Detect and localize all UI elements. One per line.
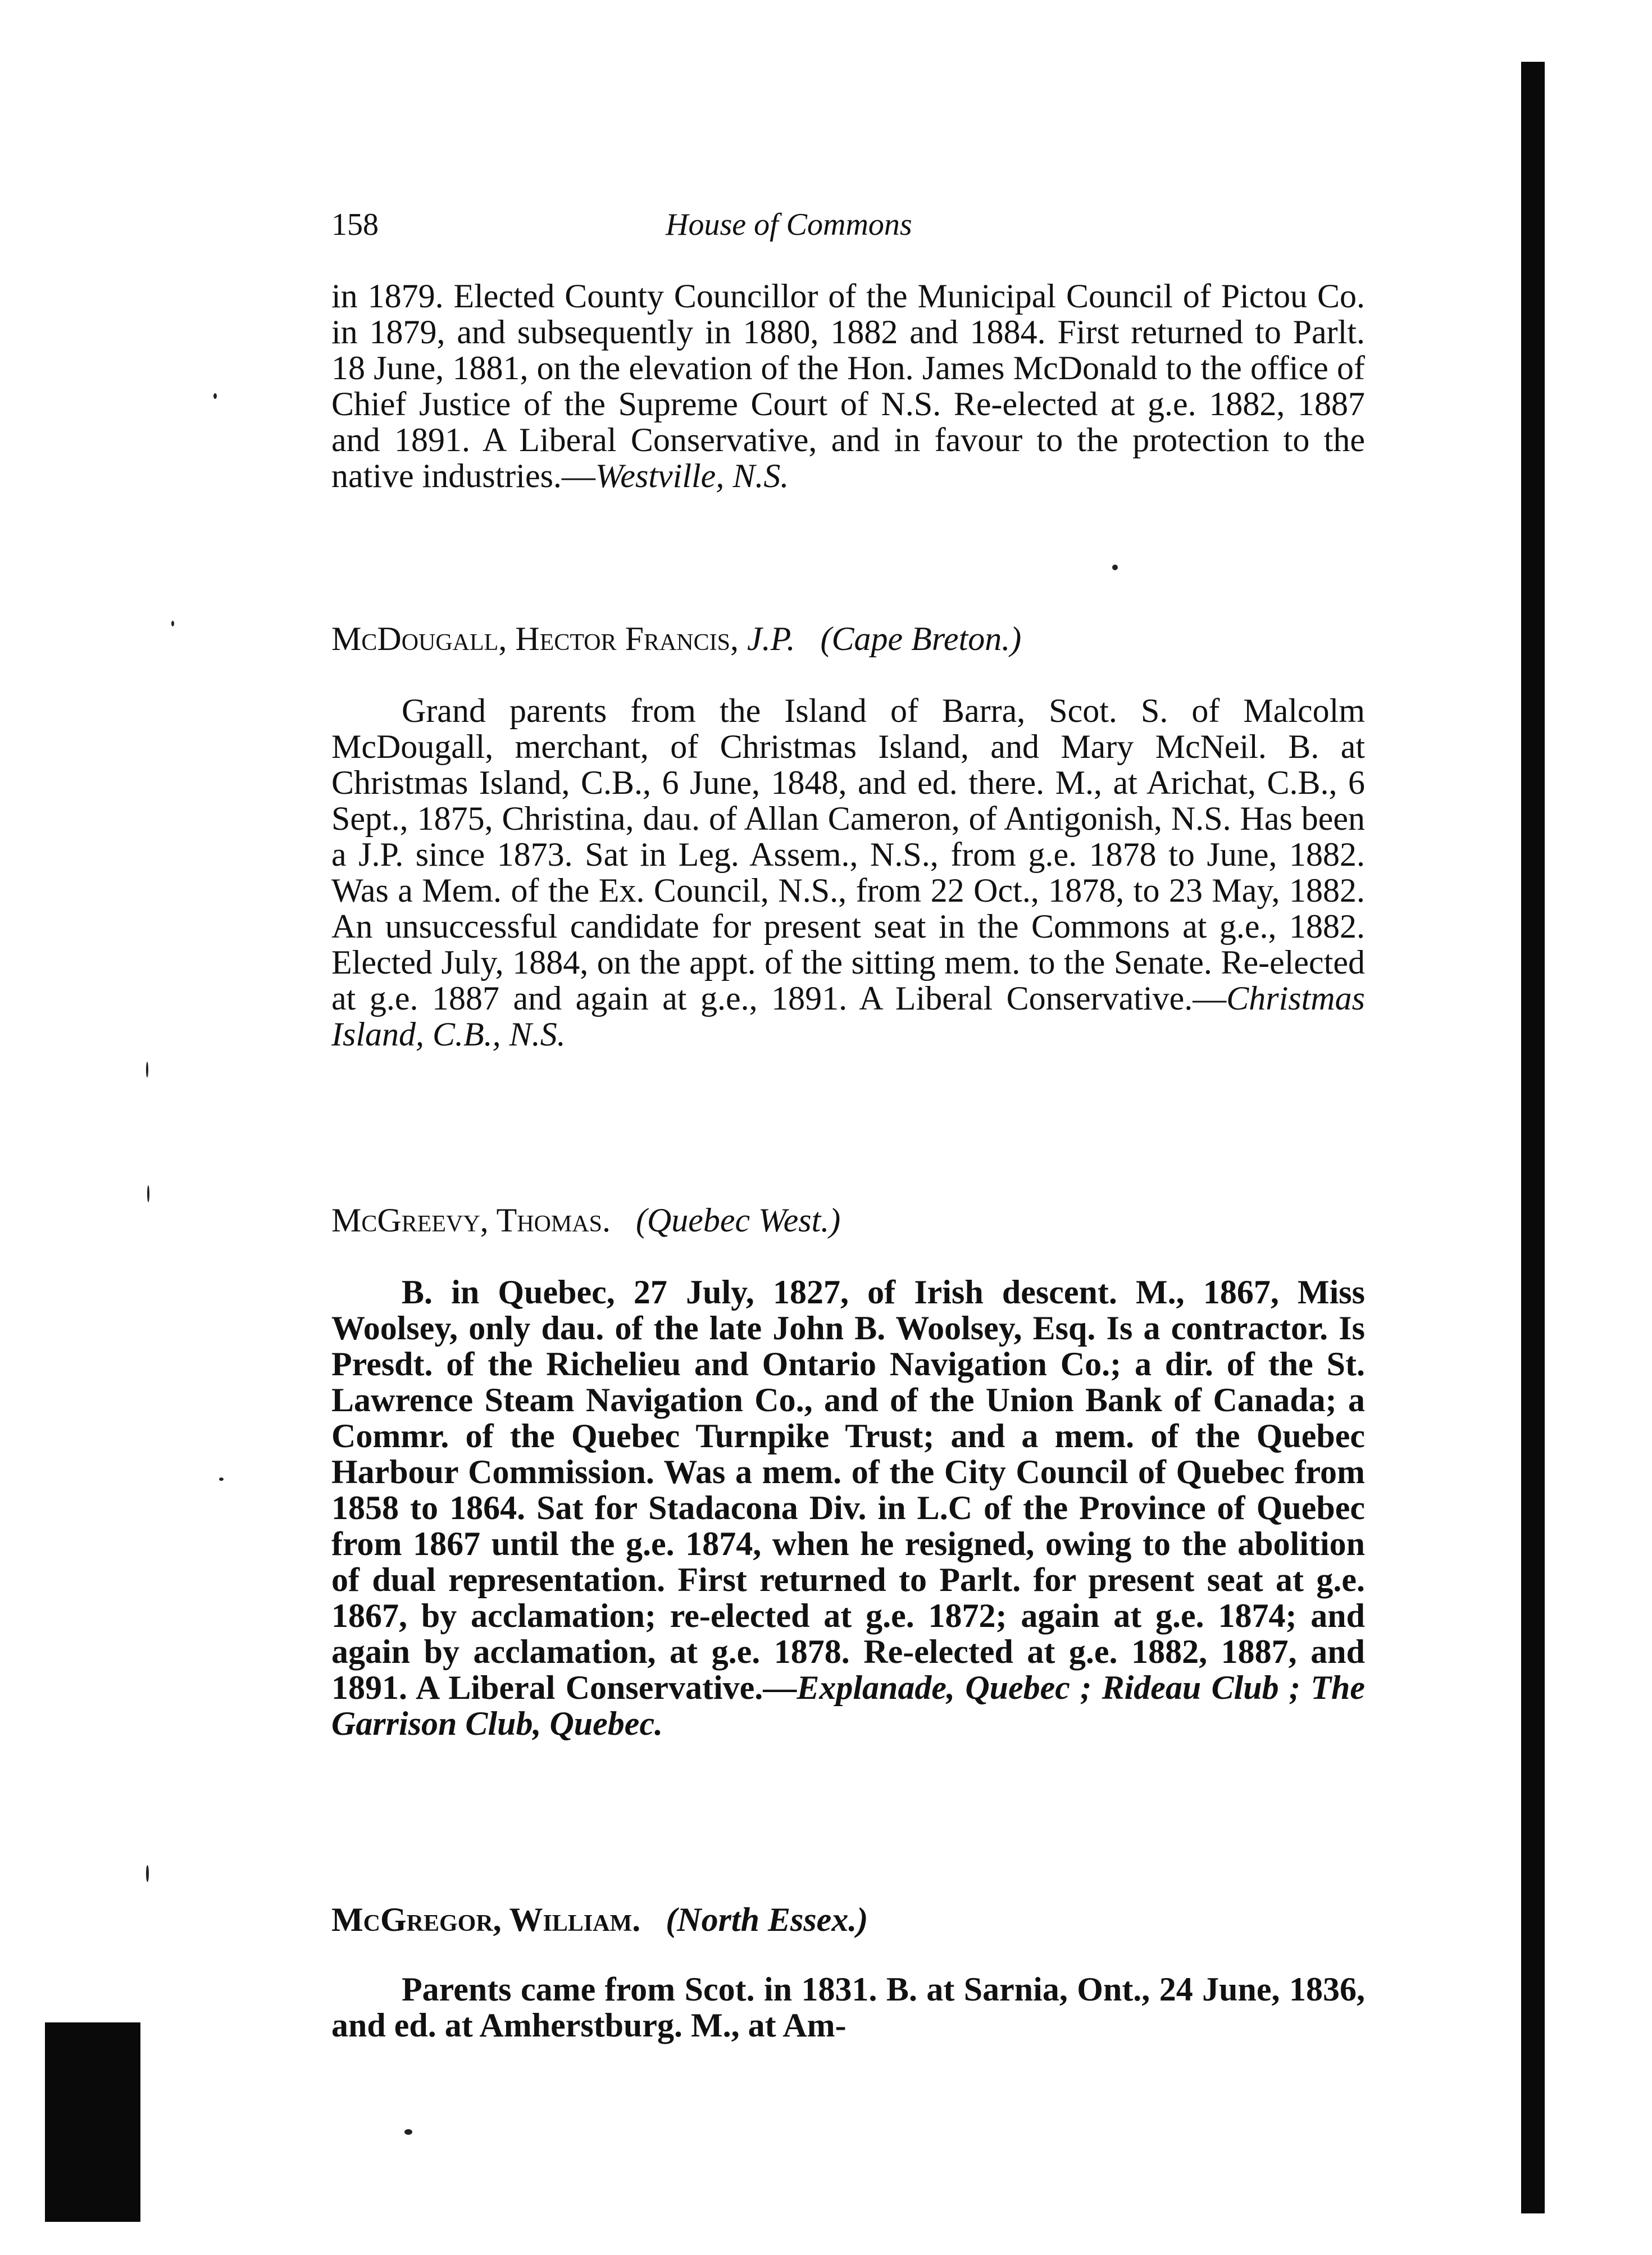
scan-speck bbox=[404, 2129, 412, 2135]
entry-text bbox=[331, 1274, 1365, 1742]
entry-body: Grand parents from the Island of Barra, Scot. S. of Malcolm McDougall, merchant, of Christmas Island, and Mary McNeil. B. at Christmas Island, C.B., 6 June, 1848, and ed. there. M., at Arichat, C.B., 6 Sept., 1875, Christina, dau. of Allan Cameron, of Antigonish, N.S. Has been a J.P. since 1873. Sat in Leg. Assem., N.S., from g.e. 1878 to June, 1882. Was a Mem. of the Ex. Council, N.S., from 22 Oct., 1878, to 23 May, 1882. An unsuccessful candidate for present seat in the Commons at g.e., 1882. Elected July, 1884, on the appt. of the sitting mem. to the Senate. Re-elected at g.e. 1887 and again at g.e., 1891. A Liberal Conservative.— bbox=[331, 692, 1365, 1017]
scan-edge-bar-right bbox=[1521, 62, 1545, 2213]
entry-mcdougall bbox=[331, 621, 1365, 1052]
entry-heading bbox=[331, 621, 1365, 657]
constituency: (North Essex.) bbox=[666, 1901, 868, 1938]
entry-continued bbox=[331, 278, 1365, 494]
member-name: McGregor, William. bbox=[331, 1901, 641, 1938]
scan-speck bbox=[146, 1865, 149, 1882]
entry-address: Westville, N.S. bbox=[595, 457, 789, 494]
entry-text bbox=[331, 693, 1365, 1052]
scan-speck bbox=[219, 1477, 224, 1481]
entry-heading bbox=[331, 1902, 1365, 1938]
constituency: (Quebec West.) bbox=[635, 1202, 841, 1239]
entry-heading bbox=[331, 1202, 1365, 1238]
entry-text bbox=[331, 278, 1365, 494]
scan-speck bbox=[213, 393, 217, 399]
entry-text: Parents came from Scot. in 1831. B. at Sarnia, Ont., 24 June, 1836, and ed. at Amherstburg. M., at Am- bbox=[331, 1971, 1365, 2044]
scan-speck bbox=[147, 1185, 149, 1202]
member-name: McGreevy, Thomas. bbox=[331, 1202, 611, 1239]
constituency: (Cape Breton.) bbox=[820, 620, 1022, 657]
scan-edge-bar-left bbox=[45, 2022, 140, 2222]
page-number: 158 bbox=[331, 207, 379, 242]
scan-speck bbox=[146, 1062, 148, 1078]
member-title: J.P. bbox=[747, 620, 795, 657]
page-header bbox=[331, 197, 1365, 247]
member-name: McDougall, Hector Francis, bbox=[331, 620, 739, 657]
scan-speck bbox=[171, 621, 174, 626]
entry-address: Christmas Island, C.B., N.S. bbox=[331, 980, 1365, 1053]
entry-mcgreevy bbox=[331, 1202, 1365, 1742]
scan-speck bbox=[1112, 565, 1118, 570]
entry-mcgregor bbox=[331, 1902, 1365, 2043]
entry-address: Explanade, Quebec ; Rideau Club ; The Garrison Club, Quebec. bbox=[331, 1669, 1365, 1742]
entry-body: in 1879. Elected County Councillor of the Municipal Council of Pictou Co. in 1879, and subsequently in 1880, 1882 and 1884. First returned to Parlt. 18 June, 1881, on the elevation of the Hon. James McDonald to the office of Chief Justice of the Supreme Court of N.S. Re-elected at g.e. 1882, 1887 and 1891. A Liberal Conservative, and in favour to the protection to the native industries.— bbox=[331, 278, 1365, 494]
running-title: House of Commons bbox=[666, 207, 912, 242]
entry-body: B. in Quebec, 27 July, 1827, of Irish descent. M., 1867, Miss Woolsey, only dau. of the late John B. Woolsey, Esq. Is a contractor. Is Presdt. of the Richelieu and Ontario Navigation Co.; a dir. of the St. Lawrence Steam Navigation Co., and of the Union Bank of Canada; a Commr. of the Quebec Turnpike Trust; and a mem. of the Quebec Harbour Commission. Was a mem. of the City Council of Quebec from 1858 to 1864. Sat for Stadacona Div. in L.C of the Province of Quebec from 1867 until the g.e. 1874, when he resigned, owing to the abolition of dual representation. First returned to Parlt. for present seat at g.e. 1867, by acclamation; re-elected at g.e. 1872; again at g.e. 1874; and again by acclamation, at g.e. 1878. Re-elected at g.e. 1882, 1887, and 1891. A Liberal Conservative.— bbox=[331, 1274, 1365, 1706]
